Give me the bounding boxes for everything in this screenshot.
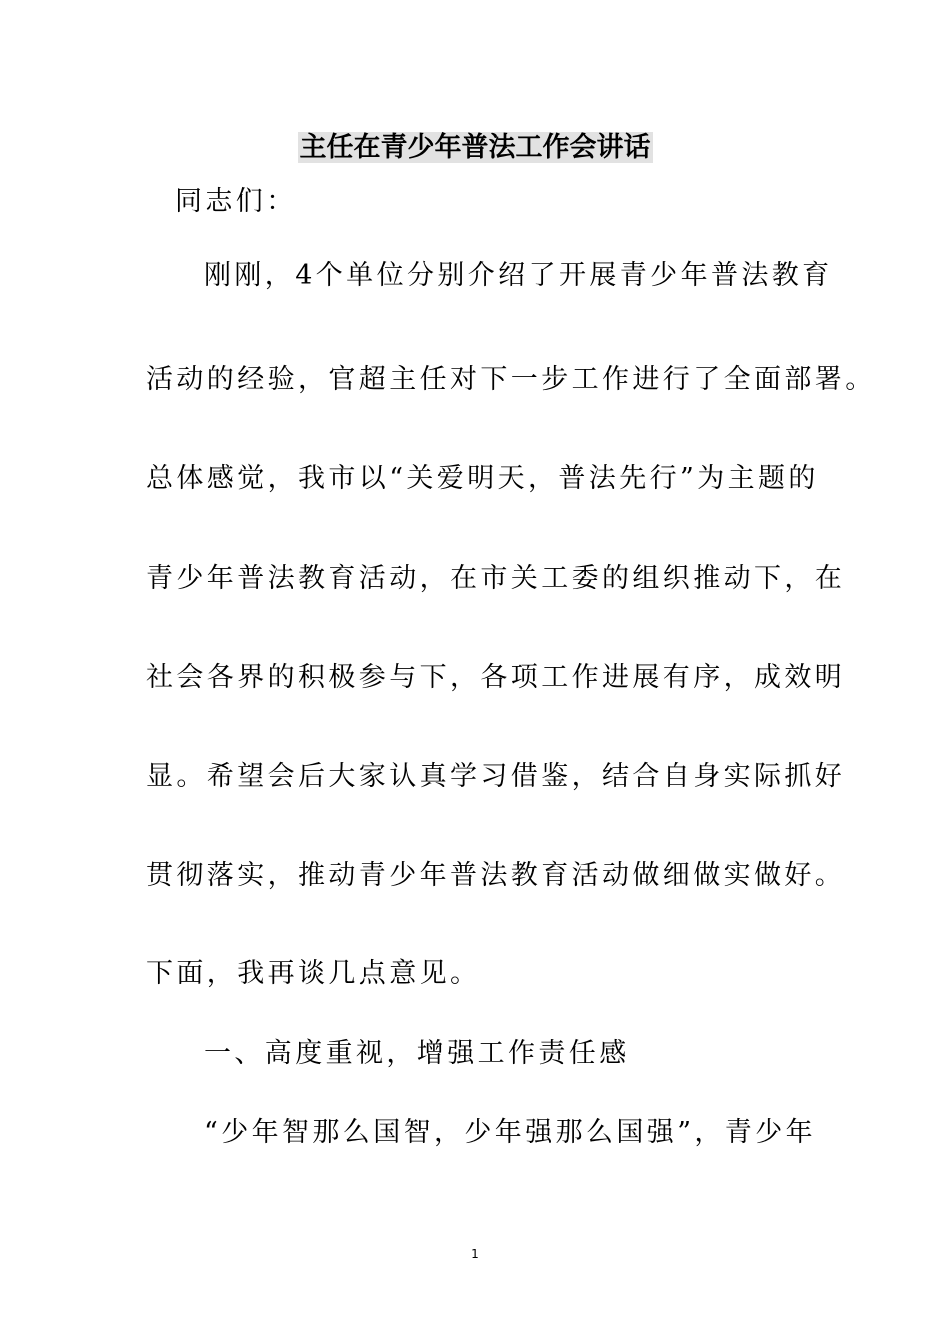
paragraph-line: 青少年普法教育活动，在市关工委的组织推动下，在 [146, 563, 846, 594]
paragraph-line: 总体感觉，我市以“关爱明天，普法先行”为主题的 [146, 463, 819, 494]
page-number: 1 [471, 1247, 479, 1261]
paragraph-line: 下面，我再谈几点意见。 [146, 958, 481, 989]
paragraph-line: “少年智那么国智，少年强那么国强”，青少年 [204, 1117, 817, 1148]
paragraph-line: 贯彻落实，推动青少年普法教育活动做细做实做好。 [146, 860, 846, 891]
paragraph-line: 社会各界的积极参与下，各项工作进展有序，成效明 [146, 662, 846, 693]
paragraph-line: 活动的经验，官超主任对下一步工作进行了全面部署。 [146, 364, 876, 395]
title-text: 主任在青少年普法工作会讲话 [299, 132, 651, 163]
document-title [0, 130, 950, 166]
section-heading: 一、高度重视，增强工作责任感 [204, 1038, 630, 1069]
paragraph-line: 显。希望会后大家认真学习借鉴，结合自身实际抓好 [146, 761, 846, 792]
salutation: 同志们： [175, 186, 297, 217]
paragraph-line: 刚刚，4个单位分别介绍了开展青少年普法教育 [204, 260, 833, 291]
